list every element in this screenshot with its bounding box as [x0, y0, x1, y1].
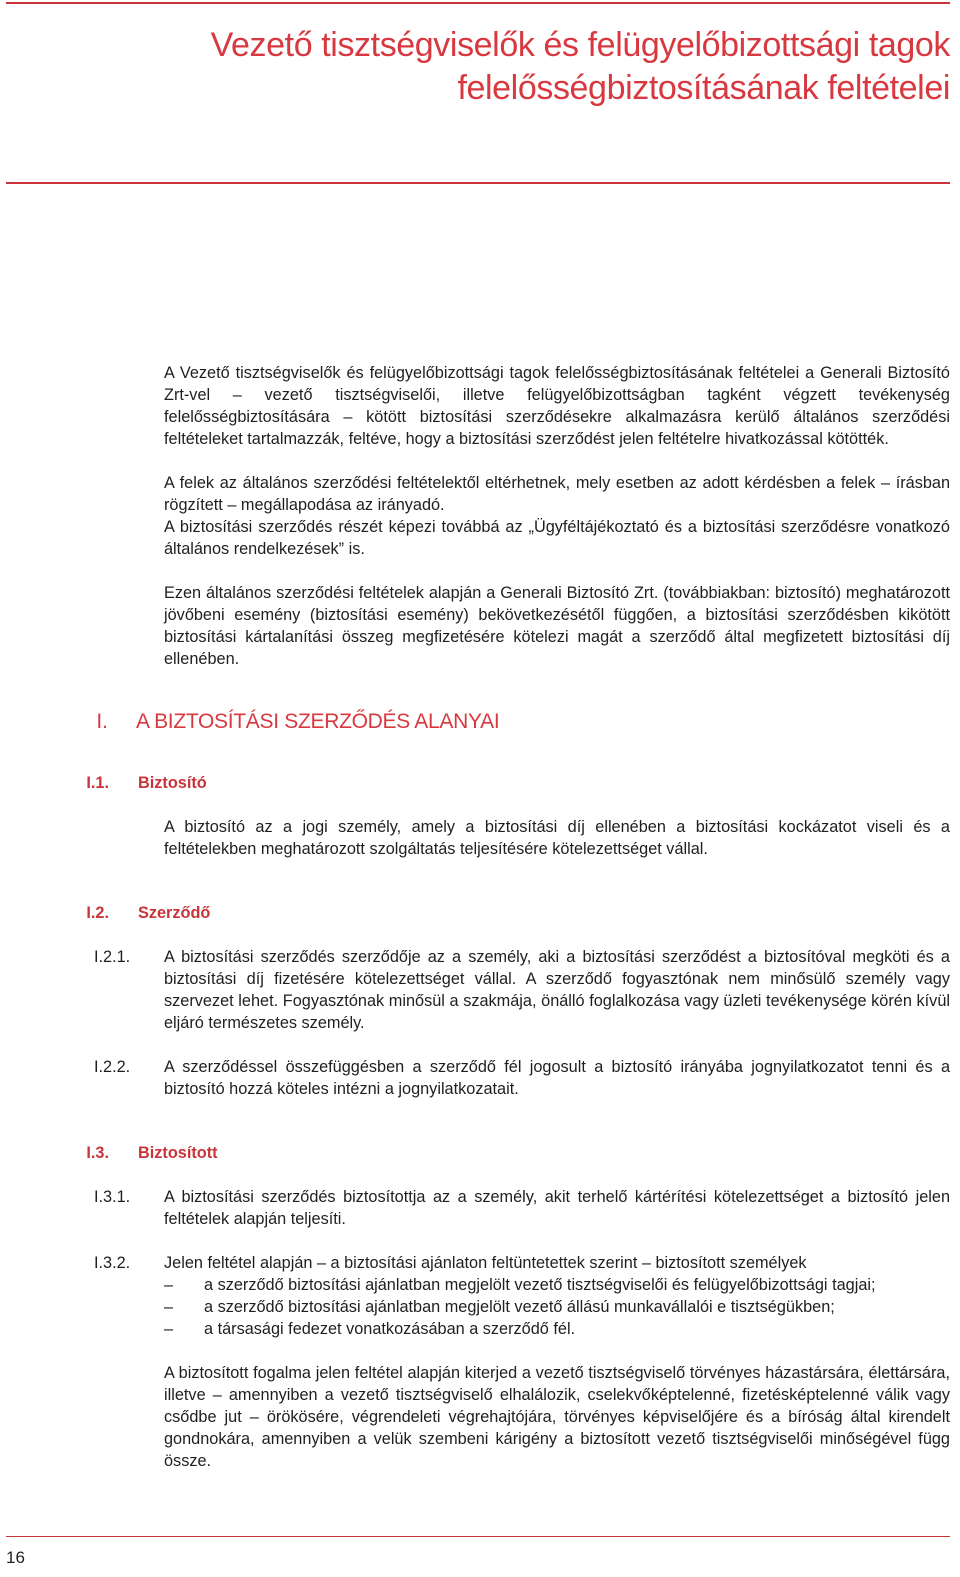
section-title: A BIZTOSÍTÁSI SZERZŐDÉS ALANYAI: [136, 710, 500, 733]
clause-text: Jelen feltétel alapján – a biztosítási ajánlaton feltüntetettek szerint – biztosított személyek: [164, 1254, 807, 1272]
clause-i31: [0, 1186, 960, 1230]
page-number: 16: [6, 1548, 25, 1567]
subsection-heading-biztositott: [0, 1142, 960, 1164]
subsection-title: Biztosító: [138, 774, 207, 792]
section-number: I.: [96, 710, 108, 733]
top-rule: [6, 2, 950, 4]
title-line-2: felelősségbiztosításának feltételei: [457, 69, 950, 107]
intro-paragraph-4: Ezen általános szerződési feltételek alapján a Generali Biztosító Zrt. (továbbiakban: biztosító) meghatározott jövőbeni esemény (biztosítási esemény) bekövetkezésétől függően, a biztosítási szerződésben kikötött biztosítási kártalanítási összeg megfizetésére kötelezi magát a szerződő által megfizetett biztosítási díj ellenében.: [164, 584, 950, 668]
list-item: [164, 1274, 950, 1296]
subsection-title: Szerződő: [138, 904, 211, 922]
clause-number: I.2.1.: [94, 948, 131, 966]
subsection-number: I.2.: [86, 904, 109, 922]
clause-text: A biztosítási szerződés szerződője az a személy, aki a biztosítási szerződést a biztosítóval megköti és a biztosítási díj fizetésére kötelezettséget vállal. A szerződő fogyasztónak nem minősülő személy vagy szervezet lehet. Fogyasztónak minősül a szakmája, önálló foglalkozása vagy üzleti tevékenysége körén kívül eljáró természetes személy.: [164, 948, 950, 1032]
subsection-heading-szerzodo: [0, 902, 960, 924]
document-body: [0, 362, 960, 1472]
list-item: [164, 1318, 950, 1340]
title-divider: [6, 182, 950, 184]
subsection-number: I.1.: [86, 774, 109, 792]
list-item-text: a szerződő biztosítási ajánlatban megjelölt vezető állású munkavállalói e tisztségükben;: [204, 1298, 835, 1316]
section-heading: [0, 710, 960, 734]
clause-text: A szerződéssel összefüggésben a szerződő fél jogosult a biztosító irányába jognyilatkozatot tenni és a biztosító hozzá köteles intézni a jognyilatkozatait.: [164, 1058, 950, 1098]
intro-paragraph-1: A Vezető tisztségviselők és felügyelőbizottsági tagok felelősségbiztosításának feltételei a Generali Biztosító Zrt-vel – vezető tisztségviselői, illetve felügyelőbizottságban tagként végzett tevékenység felelősségbiztosítására – kötött biztosítási szerződésekre alkalmazásra kerülő általános szerződési feltételeket tartalmazzák, feltéve, hogy a biztosítási szerződést jelen feltételre hivatkozással kötötték.: [164, 364, 950, 448]
clause-i32: [0, 1252, 960, 1274]
subsection-heading-biztosito: [0, 772, 960, 794]
subsection-title: Biztosított: [138, 1144, 218, 1162]
document-title: [130, 24, 950, 110]
insured-persons-list: [164, 1274, 950, 1340]
biztosito-paragraph: A biztosító az a jogi személy, amely a biztosítási díj ellenében a biztosítási kockázatot viseli és a feltételekben meghatározott szolgáltatás teljesítésére kötelezettséget vállal.: [164, 818, 950, 858]
clause-text: A biztosítási szerződés biztosítottja az a személy, akit terhelő kártérítési kötelezettséget a biztosító jelen feltételek alapján teljesíti.: [164, 1188, 950, 1228]
list-item-text: a szerződő biztosítási ajánlatban megjelölt vezető tisztségviselői és felügyelőbizottsági tagjai;: [204, 1276, 876, 1294]
subsection-number: I.3.: [86, 1144, 109, 1162]
dash-marker: –: [164, 1298, 174, 1316]
list-item: [164, 1296, 950, 1318]
clause-i21: [0, 946, 960, 1034]
footer-rule: [6, 1536, 950, 1537]
clause-number: I.3.2.: [94, 1254, 131, 1272]
list-item-text: a társasági fedezet vonatkozásában a szerződő fél.: [204, 1320, 576, 1338]
dash-marker: –: [164, 1320, 174, 1338]
clause-number: I.2.2.: [94, 1058, 131, 1076]
clause-number: I.3.1.: [94, 1188, 131, 1206]
title-line-1: Vezető tisztségviselők és felügyelőbizottsági tagok: [210, 26, 950, 64]
insured-definition-paragraph: A biztosított fogalma jelen feltétel alapján kiterjed a vezető tisztségviselő törvényes házastársára, élettársára, illetve – amennyiben a vezető tisztségviselő elhalálozik, cselekvőképtelenné, fizetésképtelenné válik vagy csődbe jut – örökösére, végrendeleti végrehajtójára, törvényes képviselőjére és a bíróság által kirendelt gondnokára, amennyiben a velük szembeni kárigény a biztosított vezető tisztségviselői minőségével függ össze.: [164, 1364, 950, 1470]
dash-marker: –: [164, 1276, 174, 1294]
intro-paragraph-2: A felek az általános szerződési feltételektől eltérhetnek, mely esetben az adott kérdésben a felek – írásban rögzített – megállapodása az irányadó.: [164, 474, 950, 514]
clause-i22: [0, 1056, 960, 1100]
intro-paragraph-3: A biztosítási szerződés részét képezi továbbá az „Ügyféltájékoztató és a biztosítási szerződésre vonatkozó általános rendelkezések” is.: [164, 518, 950, 558]
